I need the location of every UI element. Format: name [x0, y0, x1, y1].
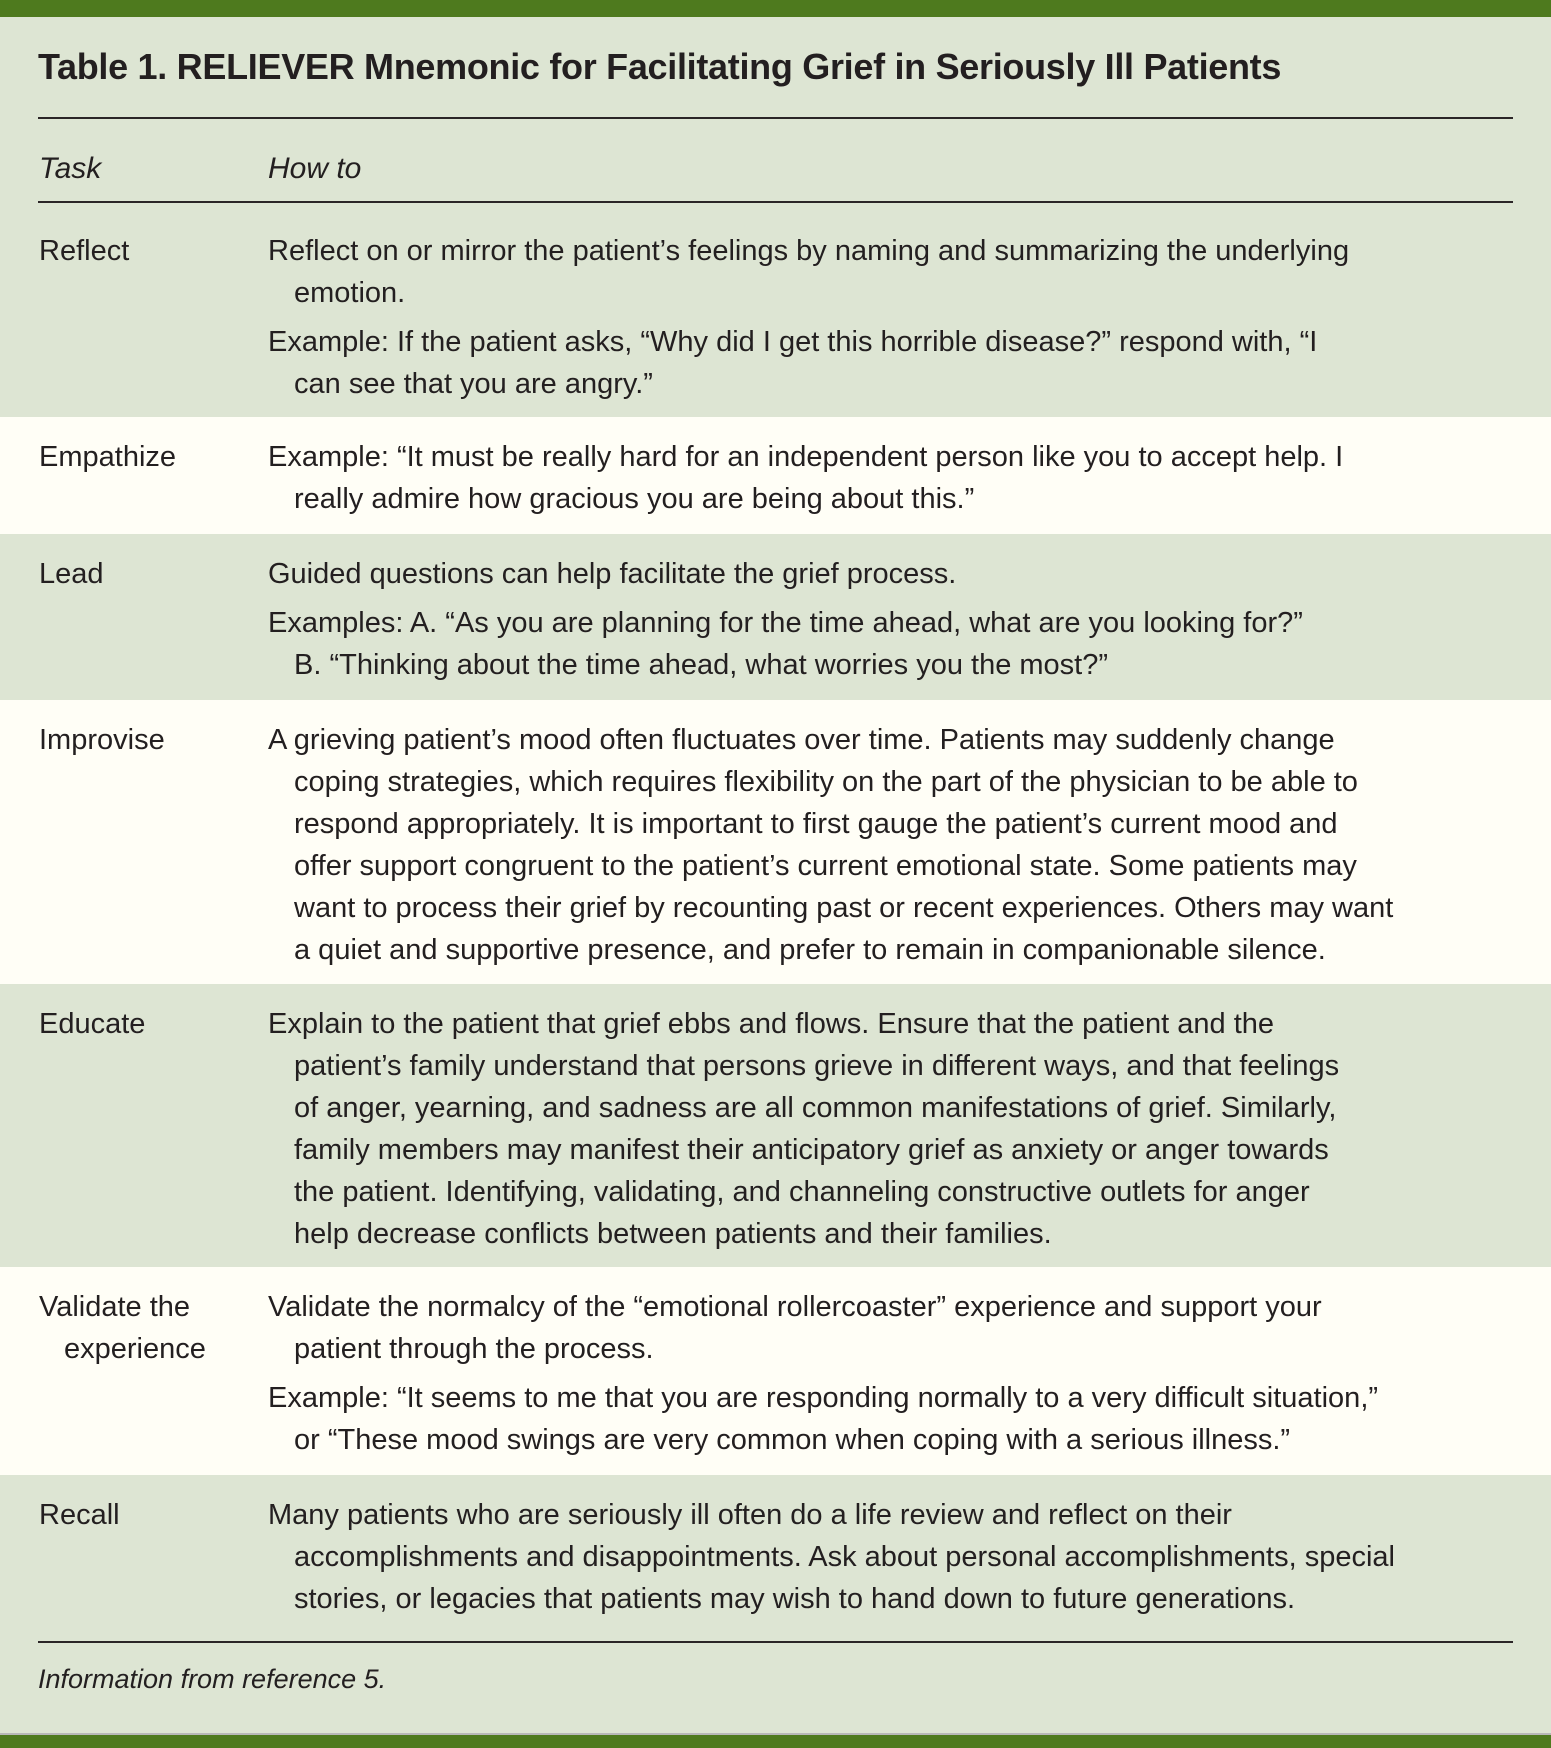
task-cell — [39, 230, 239, 272]
text-line: Example: If the patient asks, “Why did I get this horrible disease?” respond with, “I — [268, 326, 1318, 358]
how-to-paragraph — [268, 1003, 1528, 1255]
text-line: emotion. — [294, 277, 406, 309]
task-label: Recall — [39, 1499, 120, 1531]
how-to-cell — [268, 1286, 1528, 1468]
text-line: family members may manifest their anticipatory grief as anxiety or anger towards — [294, 1134, 1329, 1166]
how-to-cell — [268, 1003, 1528, 1262]
text-line: Many patients who are seriously ill often do a life review and reflect on their — [268, 1499, 1232, 1531]
text-line: B. “Thinking about the time ahead, what worries you the most?” — [294, 649, 1109, 681]
text-line: help decrease conflicts between patients and their families. — [294, 1218, 1052, 1250]
task-cell — [39, 553, 239, 595]
how-to-paragraph — [268, 436, 1528, 520]
task-label: Reflect — [39, 235, 130, 267]
table-bottom-rule — [38, 1641, 1513, 1643]
table-row — [0, 417, 1551, 534]
text-line: or “These mood swings are very common when coping with a serious illness.” — [294, 1424, 1291, 1456]
how-to-paragraph — [268, 553, 1528, 595]
table-title: Table 1. RELIEVER Mnemonic for Facilitating Grief in Seriously Ill Patients — [38, 46, 1282, 87]
column-header-task: Task — [39, 152, 102, 185]
task-label: Improvise — [39, 724, 165, 756]
how-to-paragraph — [268, 719, 1528, 971]
task-cell — [39, 719, 239, 761]
task-cell — [39, 1286, 239, 1370]
text-line: patient’s family understand that persons grieve in different ways, and that feelings — [294, 1050, 1340, 1082]
text-line: can see that you are angry.” — [294, 368, 653, 400]
how-to-cell — [268, 719, 1528, 978]
text-line: Guided questions can help facilitate the grief process. — [268, 558, 957, 590]
text-line: Examples: A. “As you are planning for the time ahead, what are you looking for?” — [268, 607, 1303, 639]
table-row — [0, 1475, 1551, 1641]
task-cell — [39, 1494, 239, 1536]
text-line: Reflect on or mirror the patient’s feelings by naming and summarizing the underlying — [268, 235, 1350, 267]
how-to-cell — [268, 1494, 1528, 1627]
bottom-accent-bar — [0, 1733, 1551, 1748]
task-cell — [39, 436, 239, 478]
task-label: Validate the — [39, 1291, 191, 1323]
how-to-cell — [268, 230, 1528, 412]
text-line: accomplishments and disappointments. Ask about personal accomplishments, special — [294, 1541, 1395, 1573]
table-row — [0, 984, 1551, 1267]
task-label: experience — [64, 1333, 206, 1365]
text-line: a quiet and supportive presence, and prefer to remain in companionable silence. — [294, 934, 1326, 966]
table-row — [0, 1267, 1551, 1475]
task-cell — [39, 1003, 239, 1045]
text-line: the patient. Identifying, validating, and channeling constructive outlets for anger — [294, 1176, 1310, 1208]
how-to-paragraph — [268, 602, 1528, 686]
top-accent-bar — [0, 0, 1551, 17]
how-to-paragraph — [268, 1494, 1528, 1620]
how-to-paragraph — [268, 1286, 1528, 1370]
how-to-paragraph — [268, 321, 1528, 405]
column-header-how-to: How to — [268, 152, 362, 185]
table-row — [0, 203, 1551, 417]
task-label: Empathize — [39, 441, 177, 473]
text-line: offer support congruent to the patient’s current emotional state. Some patients may — [294, 850, 1357, 882]
text-line: Explain to the patient that grief ebbs and flows. Ensure that the patient and the — [268, 1008, 1275, 1040]
text-line: want to process their grief by recounting past or recent experiences. Others may want — [294, 892, 1394, 924]
text-line: Example: “It must be really hard for an independent person like you to accept help. I — [268, 441, 1344, 473]
text-line: stories, or legacies that patients may wish to hand down to future generations. — [294, 1583, 1296, 1615]
text-line: of anger, yearning, and sadness are all common manifestations of grief. Similarly, — [294, 1092, 1337, 1124]
how-to-cell — [268, 553, 1528, 693]
how-to-paragraph — [268, 1377, 1528, 1461]
text-line: really admire how gracious you are being about this.” — [294, 483, 975, 515]
title-rule — [38, 117, 1513, 119]
text-line: respond appropriately. It is important to first gauge the patient’s current mood and — [294, 808, 1338, 840]
how-to-paragraph — [268, 230, 1528, 314]
text-line: A grieving patient’s mood often fluctuates over time. Patients may suddenly change — [268, 724, 1335, 756]
text-line: Example: “It seems to me that you are responding normally to a very difficult situation,” — [268, 1382, 1379, 1414]
task-label: Educate — [39, 1008, 146, 1040]
how-to-cell — [268, 436, 1528, 527]
task-label: Lead — [39, 558, 104, 590]
text-line: Validate the normalcy of the “emotional rollercoaster” experience and support your — [268, 1291, 1322, 1323]
table-row — [0, 700, 1551, 984]
table-row — [0, 534, 1551, 700]
text-line: coping strategies, which requires flexibility on the part of the physician to be able to — [294, 766, 1358, 798]
table-footnote: Information from reference 5. — [38, 1664, 387, 1694]
text-line: patient through the process. — [294, 1333, 654, 1365]
